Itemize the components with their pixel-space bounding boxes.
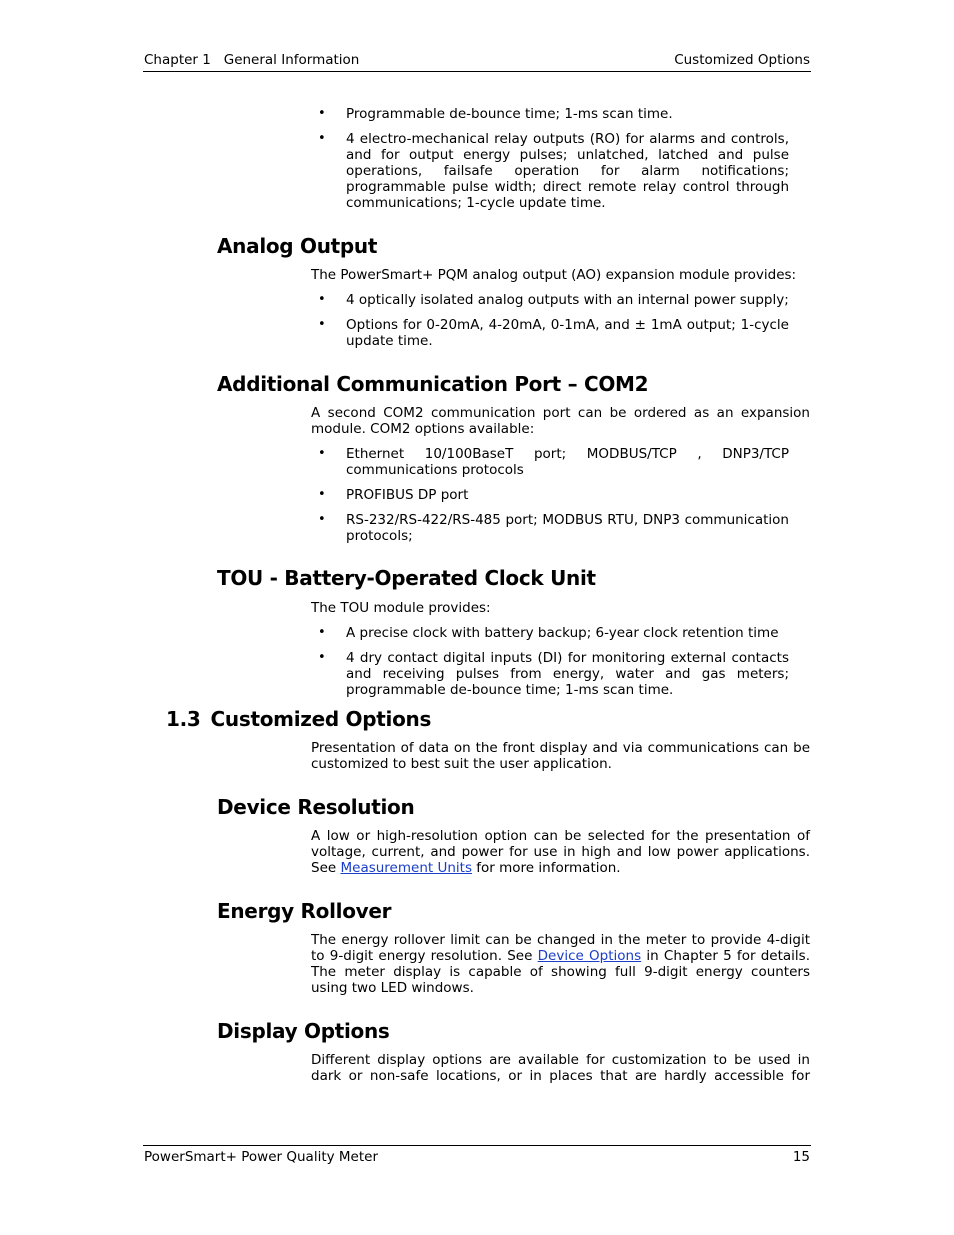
section-heading xyxy=(166,707,431,731)
device-resolution-text xyxy=(311,828,810,876)
list-item: • Options for 0-20mA, 4-20mA, 0-1mA, and ± 1mA output; 1-cycle update time. xyxy=(311,317,789,349)
top-bullet-list xyxy=(311,106,789,220)
list-item: • RS-232/RS-422/RS-485 port; MODBUS RTU, DNP3 communication protocols; xyxy=(311,512,789,544)
section-title: Customized Options xyxy=(210,707,432,731)
list-item: • Programmable de-bounce time; 1-ms scan time. xyxy=(311,106,789,122)
heading-device-resolution: Device Resolution xyxy=(217,795,415,819)
device-options-link[interactable]: Device Options xyxy=(537,948,642,964)
footer-title: PowerSmart+ Power Quality Meter xyxy=(144,1149,378,1165)
com2-bullet-list xyxy=(311,446,789,553)
display-options-text: Different display options are available for customization to be used in dark or non-safe locations, or in places that are hardly accessible for xyxy=(311,1052,810,1084)
heading-com2: Additional Communication Port – COM2 xyxy=(217,372,649,396)
section-number: 1.3 xyxy=(166,707,201,731)
page-header xyxy=(143,51,811,72)
heading-tou: TOU - Battery-Operated Clock Unit xyxy=(217,566,596,590)
list-item: • PROFIBUS DP port xyxy=(311,487,789,503)
text-run: in Chapter 5 for details. The meter display is capable of showing full 9-digit energy counters using two LED windows. xyxy=(311,948,810,996)
text-run: A low or high-resolution option can be selected for the presentation of voltage, current, and power for use in high and low power applications. See xyxy=(311,828,810,876)
page-number: 15 xyxy=(792,1149,810,1165)
page-footer xyxy=(143,1145,811,1169)
heading-analog-output: Analog Output xyxy=(217,234,378,258)
list-item: • 4 optically isolated analog outputs with an internal power supply; xyxy=(311,292,789,308)
text-run: The energy rollover limit can be changed in the meter to provide 4-digit to 9-digit energy resolution. See xyxy=(311,932,810,964)
header-chapter: Chapter 1 General Information xyxy=(144,52,360,68)
list-item: • 4 electro-mechanical relay outputs (RO) for alarms and controls, and for output energy pulses; unlatched, latched and pulse operations, failsafe operation for alarm notifications; programmable pulse width; direct remote relay control through communications; 1-cycle update time. xyxy=(311,131,789,211)
list-item: • 4 dry contact digital inputs (DI) for monitoring external contacts and receiving pulses from energy, water and gas meters; programmable de-bounce time; 1-ms scan time. xyxy=(311,650,789,698)
analog-intro: The PowerSmart+ PQM analog output (AO) expansion module provides: xyxy=(311,267,797,283)
analog-bullet-list xyxy=(311,292,789,358)
tou-intro: The TOU module provides: xyxy=(311,600,491,616)
text-run: for more information. xyxy=(471,860,621,876)
section-intro: Presentation of data on the front display and via communications can be customized to best suit the user application. xyxy=(311,740,810,772)
list-item: • A precise clock with battery backup; 6-year clock retention time xyxy=(311,625,789,641)
heading-energy-rollover: Energy Rollover xyxy=(217,899,392,923)
measurement-units-link[interactable]: Measurement Units xyxy=(340,860,472,876)
energy-rollover-text xyxy=(311,932,810,996)
heading-display-options: Display Options xyxy=(217,1019,390,1043)
header-section: Customized Options xyxy=(674,52,810,68)
com2-intro: A second COM2 communication port can be ordered as an expansion module. COM2 options available: xyxy=(311,405,810,437)
list-item: • Ethernet 10/100BaseT port; MODBUS/TCP , DNP3/TCP communications protocols xyxy=(311,446,789,478)
tou-bullet-list xyxy=(311,625,789,707)
